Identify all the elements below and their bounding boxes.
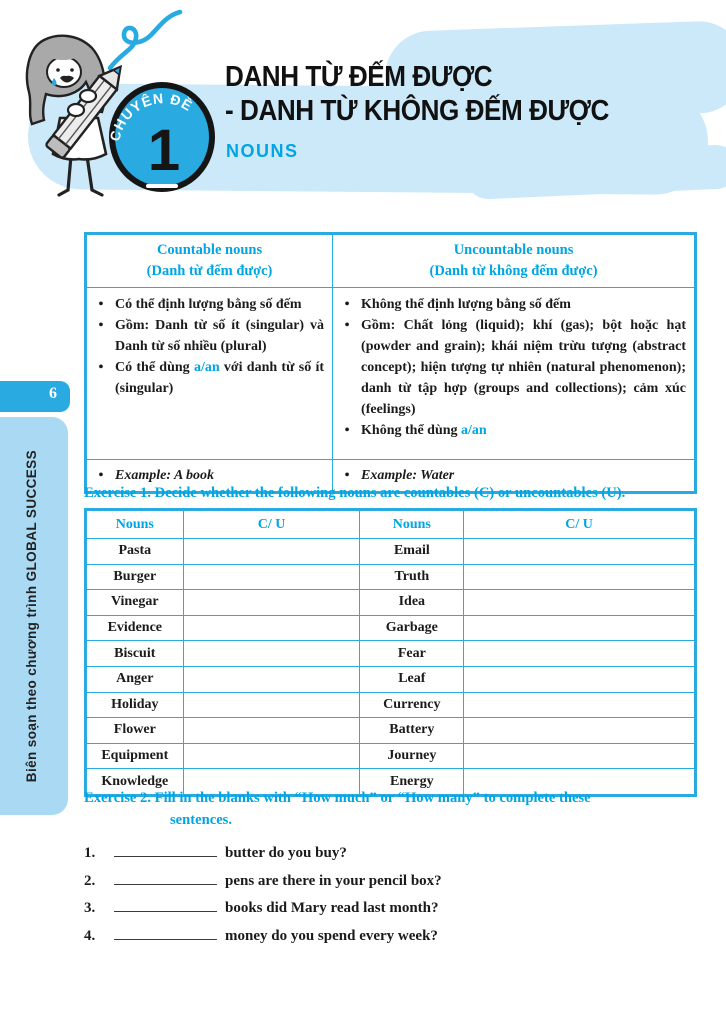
bullet-icon: • [98,318,104,334]
badge-number: 1 [147,118,181,183]
chapter-badge [106,78,218,196]
noun-cell: Idea [360,590,464,616]
bullet-item [341,315,686,420]
sentence-text: money do you spend every week? [225,927,438,944]
comparison-header-uncountable [333,234,696,288]
bullet-icon: • [344,297,350,313]
noun-cell: Burger [86,564,184,590]
example-text: Example: A book [115,468,215,484]
bullet-text: Có thể định lượng bằng số đếm [115,297,302,313]
noun-cell: Leaf [360,666,464,692]
item-number: 4. [84,927,96,944]
noun-cell: Equipment [86,743,184,769]
exercise1-table [84,508,697,797]
answer-blank [114,871,217,885]
answer-cell [464,641,696,667]
page-title [225,60,609,128]
exercise1-column-header: C/ U [183,510,360,539]
countable-rules-cell [86,288,333,460]
noun-cell: Flower [86,718,184,744]
noun-cell: Journey [360,743,464,769]
answer-cell [183,539,360,565]
noun-cell: Anger [86,666,184,692]
bullet-text: Không thể dùng a/an [361,423,487,439]
noun-cell: Email [360,539,464,565]
noun-cell: Holiday [86,692,184,718]
page-number-tab [0,381,70,412]
bullet-icon: • [344,468,350,484]
item-number: 2. [84,872,96,889]
bullet-icon: • [98,297,104,313]
answer-cell [464,692,696,718]
header-text: (Danh từ không đếm được) [429,263,598,280]
answer-cell [183,590,360,616]
answer-blank [114,926,217,940]
table-row [86,641,696,667]
noun-cell: Biscuit [86,641,184,667]
table-row [86,564,696,590]
exercise2-items [84,843,684,953]
exercise2-title [84,787,684,831]
fill-in-sentence [84,843,684,863]
table-row [86,718,696,744]
example-text: Example: Water [361,468,455,484]
table-row [86,692,696,718]
answer-blank [114,843,217,857]
noun-cell: Evidence [86,615,184,641]
bullet-text: Gồm: Chất lỏng (liquid); khí (gas); bột hoặc hạt (powder and grain); khái niệm trừu tượng (abstract concept); hiện tượng tự nhiên (natural phenomenon); danh từ tập hợp (groups and collections); cảm xúc (feelings) [361,318,686,418]
sentence-text: butter do you buy? [225,845,347,861]
bullet-icon: • [98,360,104,376]
exercise1-column-header: Nouns [360,510,464,539]
table-row [86,539,696,565]
answer-cell [464,743,696,769]
bullet-text: Không thể định lượng bằng số đếm [361,297,571,313]
answer-cell [464,615,696,641]
item-number: 3. [84,900,96,916]
bullet-icon: • [344,423,350,439]
answer-cell [183,564,360,590]
answer-cell [183,666,360,692]
noun-cell: Battery [360,718,464,744]
sentence-text: books did Mary read last month? [225,900,439,916]
page-subtitle: NOUNS [226,141,299,161]
exercise1-column-header: Nouns [86,510,184,539]
noun-cell: Pasta [86,539,184,565]
table-row [86,590,696,616]
answer-cell [183,615,360,641]
answer-cell [464,718,696,744]
answer-blank [114,898,217,912]
noun-cell: Fear [360,641,464,667]
noun-cell: Knowledge [86,769,184,796]
comparison-header-countable [86,234,333,288]
item-number: 1. [84,845,96,861]
answer-cell [183,718,360,744]
answer-cell [464,590,696,616]
sidebar-strip [0,417,68,815]
exercise1-title: Exercise 1. Decide whether the following nouns are countables (C) or uncountables (U). [84,485,626,501]
noun-cell: Vinegar [86,590,184,616]
fill-in-sentence [84,871,684,891]
fill-in-sentence [84,898,684,918]
bullet-item [95,315,324,357]
table-row [86,615,696,641]
noun-cell: Truth [360,564,464,590]
page-number: 6 [49,385,57,402]
uncountable-rules-cell [333,288,696,460]
answer-cell [183,743,360,769]
exercise2-title-line1: Exercise 2. Fill in the blanks with “How much” or “How many” to complete these [84,790,591,806]
bullet-item [95,294,324,315]
noun-cell: Garbage [360,615,464,641]
page-title-line1: DANH TỪ ĐẾM ĐƯỢC [225,61,493,93]
header-text: (Danh từ đếm được) [146,263,273,280]
answer-cell [183,692,360,718]
table-row [86,743,696,769]
bullet-text: Gồm: Danh từ số ít (singular) và Danh từ số nhiều (plural) [115,318,325,355]
answer-cell [464,666,696,692]
bullet-icon: • [98,468,104,484]
answer-cell [464,564,696,590]
bullet-item [95,357,324,399]
bullet-item [341,420,686,441]
sentence-text: pens are there in your pencil box? [225,872,442,889]
header-text: Countable nouns [156,242,263,258]
noun-cell: Energy [360,769,464,796]
bullet-item [341,294,686,315]
comparison-table [84,232,697,494]
answer-cell [183,641,360,667]
exercise2-title-line2: sentences. [170,812,233,828]
exercise1-column-header: C/ U [464,510,696,539]
noun-cell: Currency [360,692,464,718]
header-text: Uncountable nouns [453,242,574,258]
sidebar-vertical-text: Biên soạn theo chương trình GLOBAL SUCCESS [23,449,39,783]
fill-in-sentence [84,926,684,946]
bullet-text: Có thể dùng a/an với danh từ số ít (singular) [115,360,325,397]
table-row [86,666,696,692]
page-title-line2: - DANH TỪ KHÔNG ĐẾM ĐƯỢC [225,95,609,127]
badge-label: CHUYÊN ĐỀ [106,90,196,143]
answer-cell [464,539,696,565]
bullet-icon: • [344,318,350,334]
